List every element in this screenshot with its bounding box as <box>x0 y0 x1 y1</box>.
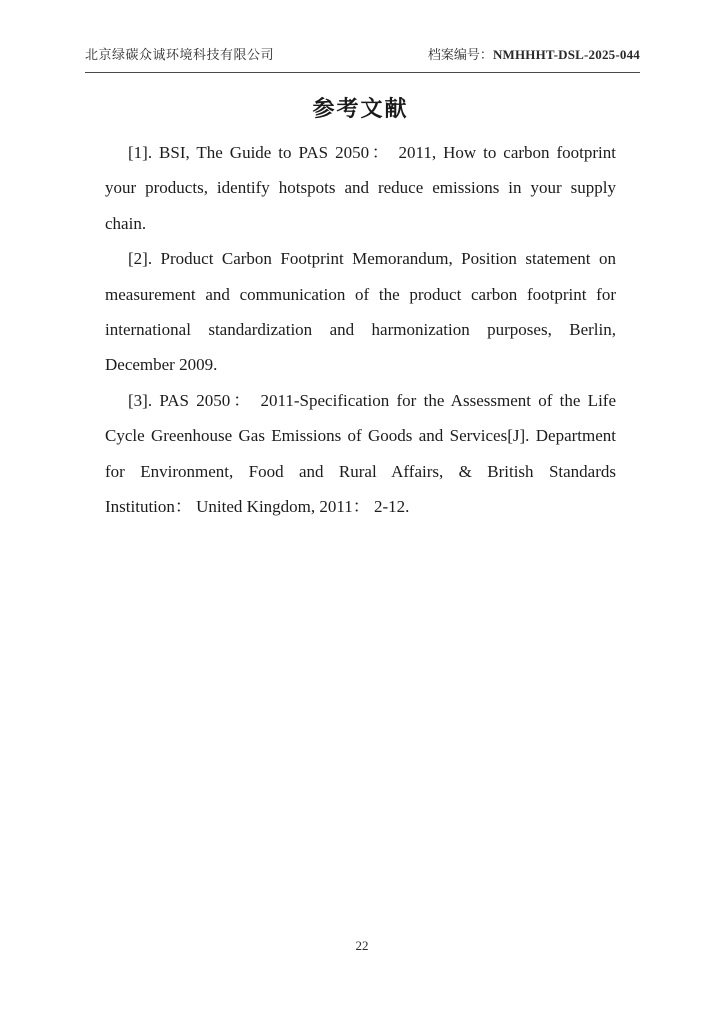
reference-line: December 2009. <box>105 355 218 375</box>
doc-id-number: NMHHHT-DSL-2025-044 <box>492 47 640 62</box>
reference-item <box>105 383 616 525</box>
reference-line: your products, identify hotspots and reduce emissions in your supply <box>105 178 616 198</box>
references-list <box>105 135 616 524</box>
reference-item <box>105 241 616 383</box>
reference-line: for Environment, Food and Rural Affairs, & British Standards <box>105 461 616 481</box>
page-number: 22 <box>355 938 369 953</box>
reference-line: chain. <box>105 213 147 233</box>
header-doc-id <box>428 44 640 63</box>
reference-line: [1]. BSI, The Guide to PAS 2050： 2011, How to carbon footprint <box>128 143 616 162</box>
reference-line: [3]. PAS 2050： 2011-Specification for the Assessment of the Life <box>128 390 616 410</box>
header-company-name: 北京绿碳众诚环境科技有限公司 <box>85 47 275 62</box>
reference-item <box>105 135 616 241</box>
reference-line: Institution： United Kingdom, 2011： 2-12. <box>105 497 410 517</box>
reference-line: international standardization and harmonization purposes, Berlin, <box>105 320 616 340</box>
reference-line: measurement and communication of the product carbon footprint for <box>105 284 616 304</box>
doc-id-label: 档案编号： <box>427 47 493 62</box>
page-header <box>85 44 640 73</box>
reference-line: [2]. Product Carbon Footprint Memorandum, Position statement on <box>128 249 616 269</box>
page-title: 参考文献 <box>312 96 409 121</box>
reference-line: Cycle Greenhouse Gas Emissions of Goods and Services[J]. Department <box>105 426 616 446</box>
